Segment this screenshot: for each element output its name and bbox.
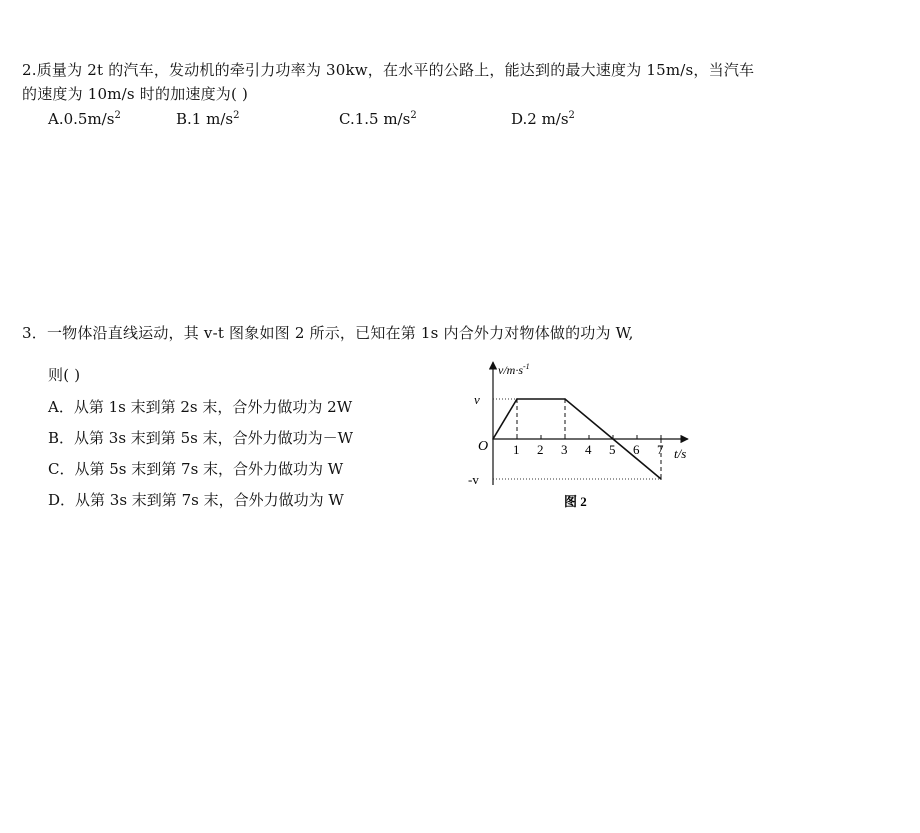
x-tick-label-5: 5 (609, 442, 616, 457)
x-tick-label-7: 7 (657, 442, 664, 457)
q2-option-d-text: D.2 m/s (511, 110, 569, 128)
y-axis-label-sup: -1 (523, 362, 530, 371)
q2-option-b[interactable] (176, 110, 239, 128)
vt-point-t1 (516, 398, 518, 400)
x-tick-label-6: 6 (633, 442, 640, 457)
q3-option-c[interactable]: C．从第 5s 末到第 7s 末，合外力做功为 W (48, 460, 344, 478)
y-axis-label-text: v/m·s (498, 363, 523, 377)
origin-label: O (478, 439, 489, 454)
q3-line1: 3．一物体沿直线运动，其 v-t 图象如图 2 所示，已知在第 1s 内合外力对物体做的功为 W, (22, 324, 634, 342)
q2-option-a-sup: 2 (114, 110, 121, 121)
v-label: v (474, 392, 480, 407)
q2-option-c[interactable] (339, 110, 417, 128)
q3-option-a[interactable]: A．从第 1s 末到第 2s 末，合外力做功为 2W (48, 398, 353, 416)
q2-option-d-sup: 2 (568, 110, 575, 121)
q3-line2: 则( ) (48, 366, 81, 384)
vt-point-t0 (492, 438, 494, 440)
q2-option-c-text: C.1.5 m/s (339, 110, 411, 128)
x-axis-label: t/s (674, 446, 687, 461)
q2-option-a-text: A.0.5m/s (48, 110, 115, 128)
vt-point-t3 (564, 398, 566, 400)
y-axis-label (498, 362, 530, 377)
q2-option-a[interactable] (48, 110, 121, 128)
q3-option-b[interactable]: B．从第 3s 末到第 5s 末，合外力做功为－W (48, 429, 353, 447)
vt-point-t7 (660, 478, 662, 480)
x-tick-label-4: 4 (585, 442, 592, 457)
neg-v-label: -v (468, 472, 479, 487)
q2-line2: 的速度为 10m/s 时的加速度为( ) (22, 85, 249, 103)
q2-option-c-sup: 2 (410, 110, 417, 121)
q2-option-d[interactable] (511, 110, 575, 128)
figure-caption: 图 2 (564, 494, 587, 509)
q2-line1: 2.质量为 2t 的汽车，发动机的牵引力功率为 30kw，在水平的公路上，能达到的最大速度为 15m/s，当汽车 (22, 61, 755, 79)
x-tick-label-3: 3 (561, 442, 568, 457)
q2-option-b-text: B.1 m/s (176, 110, 234, 128)
x-tick-label-1: 1 (513, 442, 520, 457)
q3-option-d[interactable]: D．从第 3s 末到第 7s 末，合外力做功为 W (48, 491, 344, 509)
vt-point-t5 (612, 438, 614, 440)
vt-graph (460, 360, 700, 515)
x-tick-label-2: 2 (537, 442, 544, 457)
q2-option-b-sup: 2 (233, 110, 240, 121)
